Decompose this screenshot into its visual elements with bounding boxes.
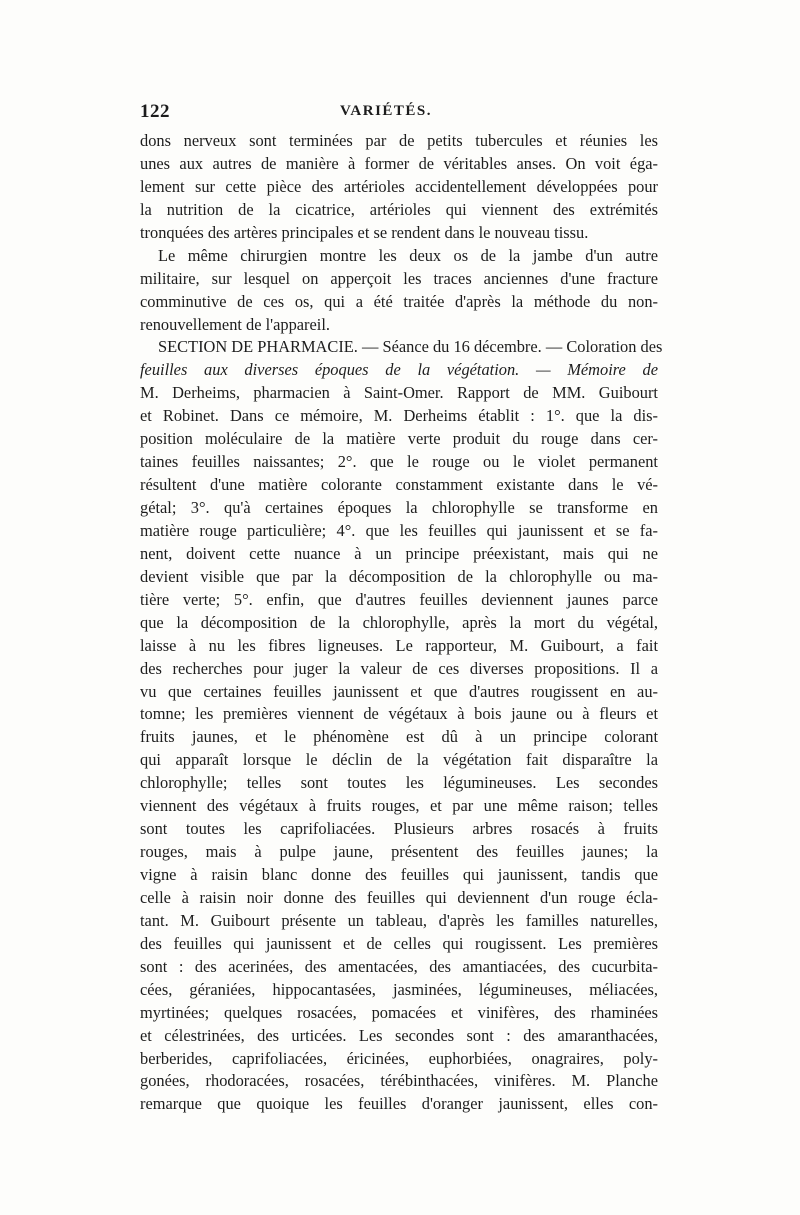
page-header xyxy=(140,101,660,123)
text-line: feuilles aux diverses époques de la végétation. — Mémoire de xyxy=(140,360,658,380)
text-line: tomne; les premières viennent de végétaux à bois jaune ou à fleurs et xyxy=(140,704,658,724)
text-line: cées, géraniées, hippocantasées, jasminées, légumineuses, méliacées, xyxy=(140,979,658,999)
text-line: viennent des végétaux à fruits rouges, et par une même raison; telles xyxy=(140,796,658,816)
text-line: dons nerveux sont terminées par de petits tubercules et réunies les xyxy=(140,131,658,150)
text-line: que la décomposition de la chlorophylle, après la mort du végétal, xyxy=(140,612,658,632)
text-line: sont : des acerinées, des amentacées, des amantiacées, des cucurbita- xyxy=(140,956,658,976)
text-line: berberides, caprifoliacées, éricinées, euphorbiées, onagraires, poly- xyxy=(140,1048,658,1068)
text-line: nent, doivent cette nuance à un principe préexistant, mais qui ne xyxy=(140,543,658,563)
text-line: tronquées des artères principales et se rendent dans le nouveau tissu. xyxy=(140,222,589,242)
text-line: fruits jaunes, et le phénomène est dû à un principe colorant xyxy=(140,727,658,747)
text-line: des feuilles qui jaunissent et de celles qui rougissent. Les premières xyxy=(140,933,658,953)
text-line: et Robinet. Dans ce mémoire, M. Derheims établit : 1°. que la dis- xyxy=(140,406,658,426)
running-head: VARIÉTÉS. xyxy=(340,103,433,119)
text-line: militaire, sur lesquel on apperçoit les traces anciennes d'une fracture xyxy=(140,268,658,288)
text-line: des recherches pour juger la valeur de ces diverses propositions. Il a xyxy=(140,658,658,678)
text-line: chlorophylle; telles sont toutes les légumineuses. Les secondes xyxy=(140,773,658,793)
body-text xyxy=(140,130,663,1116)
text-line: sont toutes les caprifoliacées. Plusieurs arbres rosacés à fruits xyxy=(140,819,658,839)
text-line: matière rouge particulière; 4°. que les feuilles qui jaunissent et se fa- xyxy=(140,520,658,540)
text-line: remarque que quoique les feuilles d'oranger jaunissent, elles con- xyxy=(140,1094,658,1114)
text-line: lement sur cette pièce des artérioles accidentellement développées pour xyxy=(140,176,658,196)
text-line: et célestrinées, des urticées. Les secondes sont : des amaranthacées, xyxy=(140,1025,658,1045)
text-line: M. Derheims, pharmacien à Saint-Omer. Rapport de MM. Guibourt xyxy=(140,383,658,403)
text-line: la nutrition de la cicatrice, artérioles qui viennent des extrémités xyxy=(140,199,658,219)
text-line: résultent d'une matière colorante constamment existante dans le vé- xyxy=(140,475,658,495)
text-line: tière verte; 5°. enfin, que d'autres feuilles deviennent jaunes parce xyxy=(140,589,658,609)
text-line: Le même chirurgien montre les deux os de la jambe d'un autre xyxy=(158,245,658,265)
text-line: gétal; 3°. qu'à certaines époques la chlorophylle se transforme en xyxy=(140,498,658,517)
text-line: position moléculaire de la matière verte produit du rouge dans cer- xyxy=(140,429,658,449)
text-line: vigne à raisin blanc donne des feuilles qui jaunissent, tandis que xyxy=(140,865,658,884)
text-line: qui apparaît lorsque le déclin de la végétation fait disparaître la xyxy=(140,750,658,770)
section-heading-line: SECTION DE PHARMACIE. — Séance du 16 décembre. — Coloration des xyxy=(158,337,663,357)
text-line: devient visible que par la décomposition de la chlorophylle ou ma- xyxy=(140,566,658,586)
text-line: unes aux autres de manière à former de véritables anses. On voit éga- xyxy=(140,153,658,173)
text-line: gonées, rhodoracées, rosacées, térébinthacées, vinifères. M. Planche xyxy=(140,1071,658,1091)
page-number: 122 xyxy=(140,101,170,122)
text-line: laisse à nu les fibres ligneuses. Le rapporteur, M. Guibourt, a fait xyxy=(140,635,658,655)
text-line: celle à raisin noir donne des feuilles qui deviennent d'un rouge écla- xyxy=(140,887,658,907)
text-line: tant. M. Guibourt présente un tableau, d'après les familles naturelles, xyxy=(140,910,658,930)
text-line: rouges, mais à pulpe jaune, présentent des feuilles jaunes; la xyxy=(140,842,658,862)
text-line: vu que certaines feuilles jaunissent et que d'autres rougissent en au- xyxy=(140,681,658,701)
text-line: myrtinées; quelques rosacées, pomacées et vinifères, des rhaminées xyxy=(140,1002,658,1022)
text-line: comminutive de ces os, qui a été traitée d'après la méthode du non- xyxy=(140,291,658,311)
text-line: taines feuilles naissantes; 2°. que le rouge ou le violet permanent xyxy=(140,452,658,472)
text-line: renouvellement de l'appareil. xyxy=(140,314,330,334)
